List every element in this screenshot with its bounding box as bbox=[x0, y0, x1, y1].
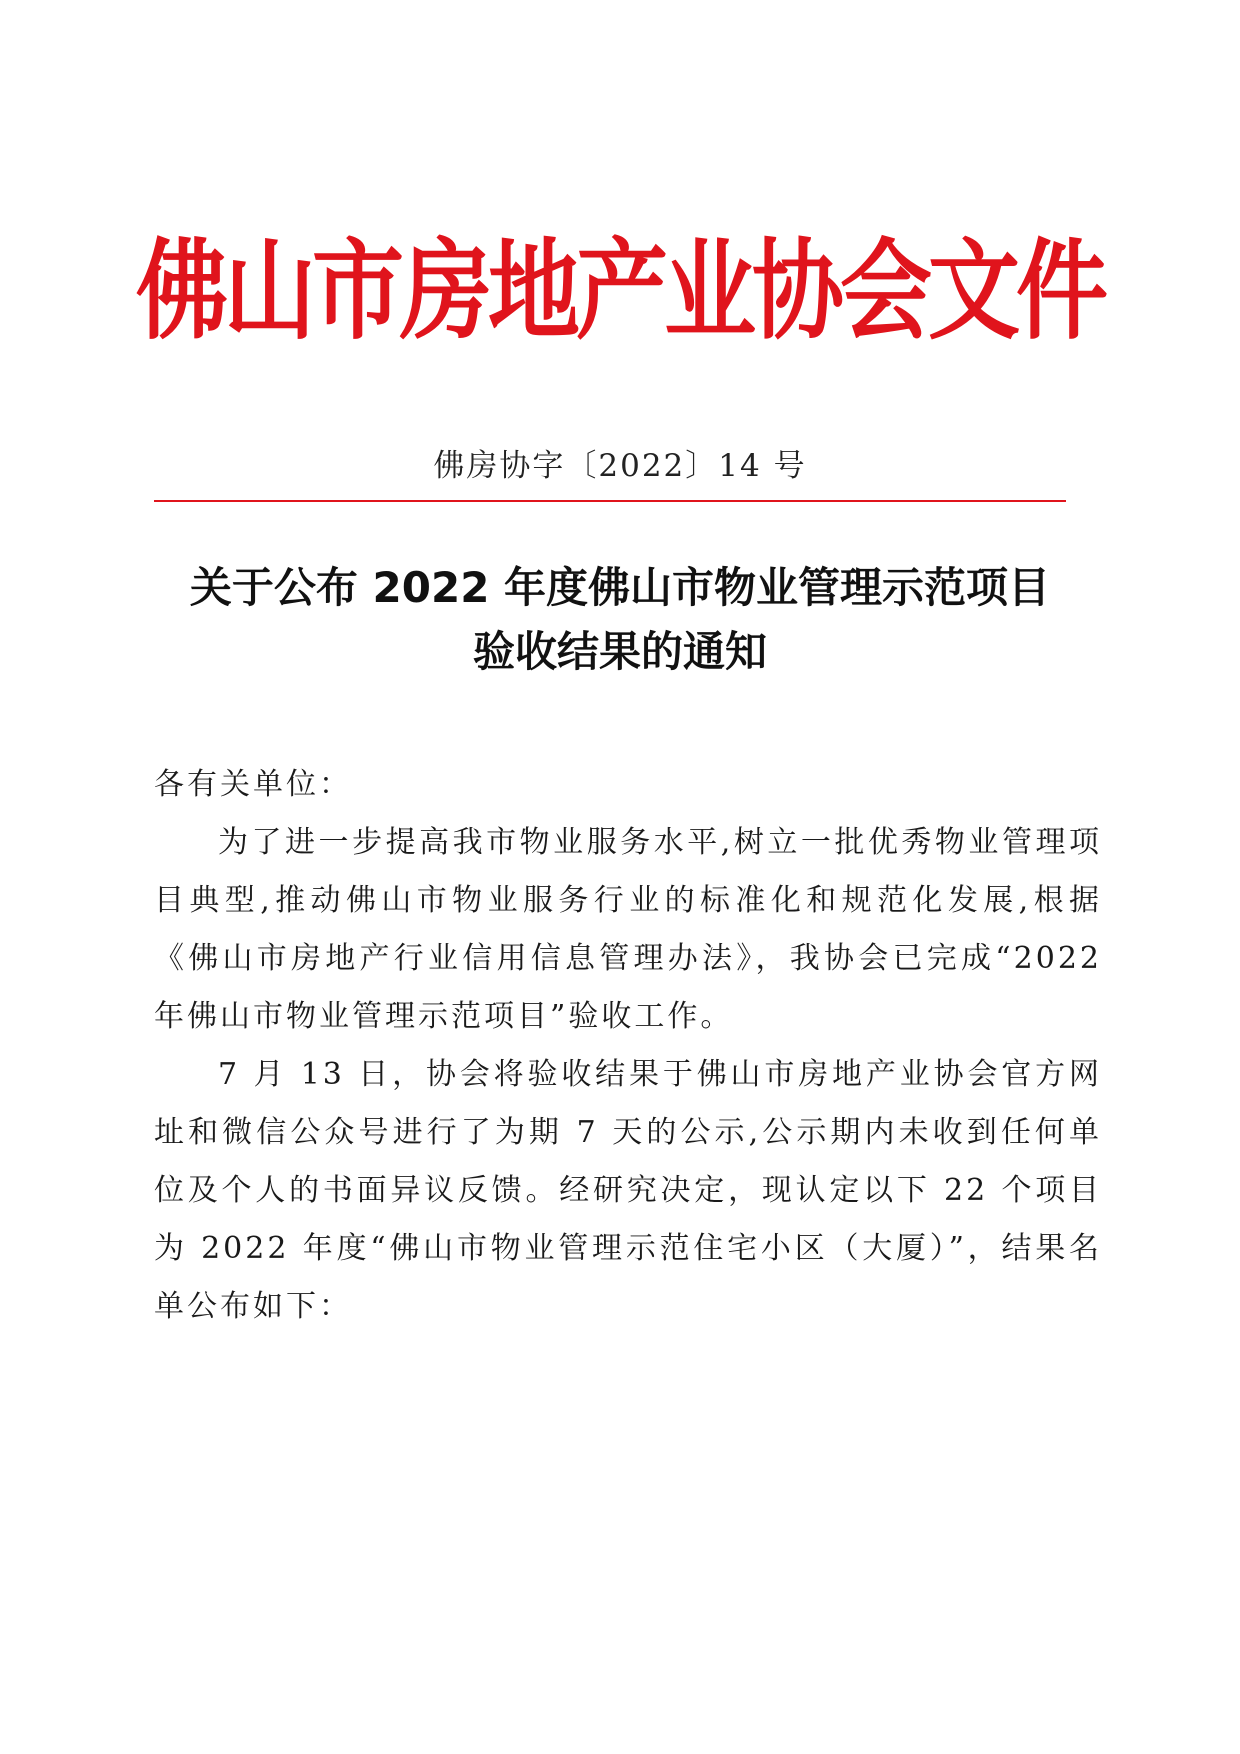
salutation: 各有关单位： bbox=[154, 767, 352, 802]
masthead-title: 佛山市房地产业协会文件 bbox=[135, 227, 1104, 355]
notice-title bbox=[140, 556, 1100, 684]
notice-title-line-2: 验收结果的通知 bbox=[472, 627, 767, 676]
body-paragraph-1: 为了进一步提高我市物业服务水平,树立一批优秀物业管理项目典型,推动佛山市物业服务行业的标准化和规范化发展,根据《佛山市房地产行业信用信息管理办法》，我协会已完成“2022 年佛山市物业管理示范项目”验收工作。 bbox=[154, 825, 1102, 1034]
notice-body bbox=[154, 756, 1102, 1336]
body-paragraph-2: 7 月 13 日，协会将验收结果于佛山市房地产业协会官方网址和微信公众号进行了为期 7 天的公示,公示期内未收到任何单位及个人的书面异议反馈。经研究决定，现认定以下 22 个项目为 2022 年度“佛山市物业管理示范住宅小区（大厦）”，结果名单公布如下： bbox=[154, 1057, 1102, 1324]
document-number: 佛房协字〔2022〕14 号 bbox=[433, 448, 807, 484]
notice-title-line-1: 关于公布 2022 年度佛山市物业管理示范项目 bbox=[189, 563, 1051, 612]
red-divider-line bbox=[154, 500, 1066, 502]
